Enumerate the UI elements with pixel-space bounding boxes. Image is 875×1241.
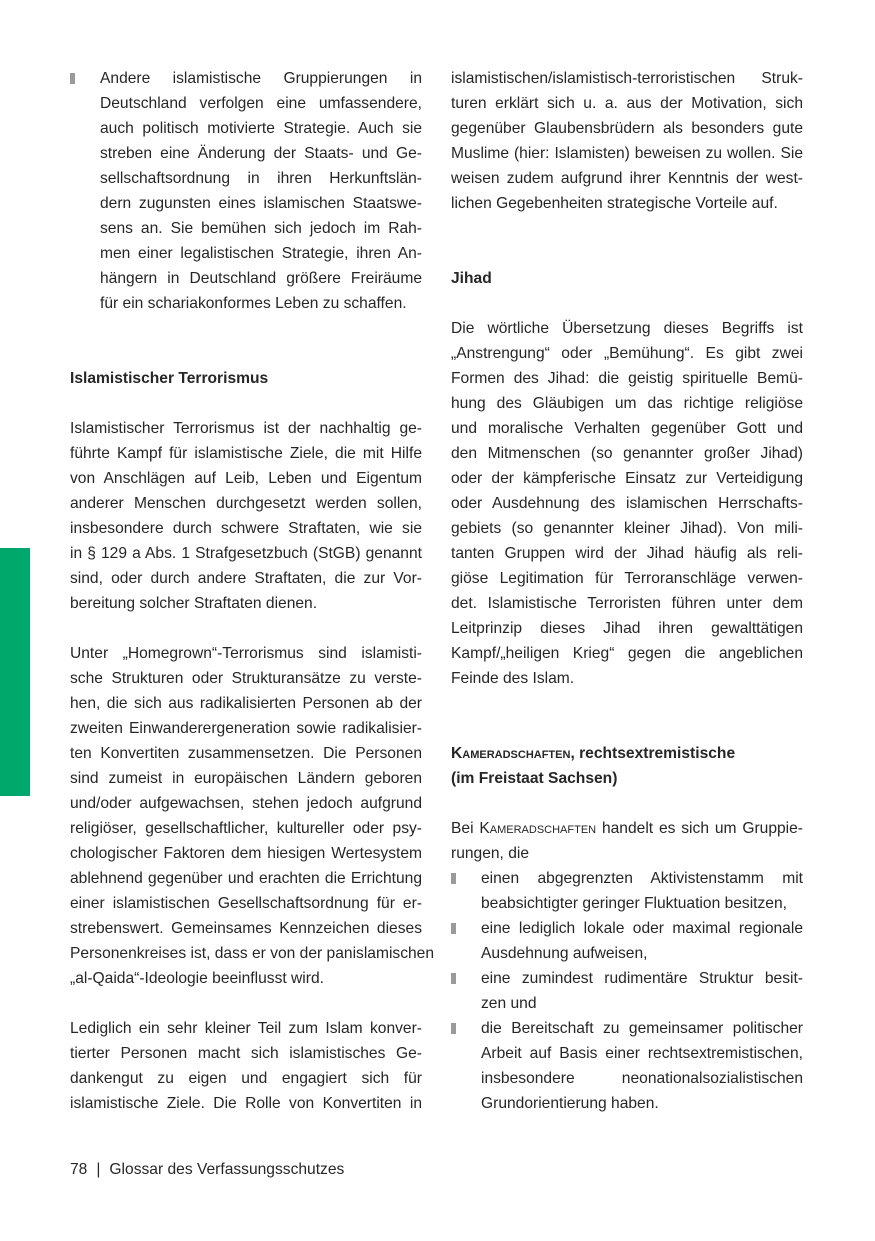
paragraph-converts-continued	[451, 66, 803, 216]
text-line: eine lediglich lokale oder maximal regionale	[481, 920, 803, 937]
text-line: Muslime (hier: Islamisten) beweisen zu wollen. Sie	[451, 145, 803, 162]
text-line: „Anstrengung“ oder „Bemühung“. Es gibt zwei	[451, 345, 803, 362]
text-line: weisen zudem aufgrund ihrer Kenntnis der west-	[451, 170, 803, 187]
text-line: islamistischen/islamistisch-terroristischen Struk-	[451, 70, 803, 87]
text-line: insbesondere durch schwere Straftaten, wie sie	[70, 520, 422, 537]
paragraph-kameradschaften-intro	[451, 816, 803, 866]
text-line: und moralische Verhalten gegenüber Gott und	[451, 420, 803, 437]
text-line: dern zugunsten eines islamischen Staatswe-	[100, 195, 422, 212]
footer-title: Glossar des Verfassungsschutzes	[109, 1161, 345, 1178]
text-line: Kampf/„heiligen Krieg“ gegen die angeblichen	[451, 645, 803, 662]
text-line: von Anschlägen auf Leib, Leben und Eigentum	[70, 470, 422, 487]
text-line: men einer legalistischen Strategie, ihren An-	[100, 245, 422, 262]
text-line: lichen Gegebenheiten strategische Vorteile auf.	[451, 195, 778, 212]
paragraph-converts	[70, 1016, 422, 1116]
text-line: insbesondere neonationalsozialistischen	[481, 1070, 803, 1087]
text-line: sind zumeist in europäischen Ländern geboren	[70, 770, 422, 787]
text-line: für ein schariakonformes Leben zu schaffen.	[100, 295, 407, 312]
text-line: Ausdehnung aufweisen,	[481, 945, 648, 962]
text-line: hung des Gläubigen um das richtige religiöse	[451, 395, 803, 412]
text-line: ablehnend gegenüber und erachten die Errichtung	[70, 870, 422, 887]
text-line: zweiten Einwanderergeneration sowie radikalisier-	[70, 720, 422, 737]
text-line: oder der kämpferische Einsatz zur Verteidigung	[451, 470, 803, 487]
text-line: Arbeit auf Basis einer rechtsextremistischen,	[481, 1045, 803, 1062]
right-column	[451, 66, 803, 1116]
text-line: Formen des Jihad: die geistig spirituelle Bemü-	[451, 370, 803, 387]
text-line: hen, die sich aus radikalisierten Personen ab der	[70, 695, 422, 712]
text-line: tanten Gruppen wird der Jihad häufig als reli-	[451, 545, 803, 562]
text-line: und/oder aufgewachsen, stehen jedoch aufgrund	[70, 795, 422, 812]
text-line: einen abgegrenzten Aktivistenstamm mit	[481, 870, 803, 887]
text-line: die Bereitschaft zu gemeinsamer politischer	[481, 1020, 803, 1037]
text-line: Grundorientierung haben.	[481, 1095, 659, 1112]
text-line: gegenüber Glaubensbrüdern als besonders gute	[451, 120, 803, 137]
left-column	[70, 66, 435, 1116]
intro-smallcaps-term: Kameradschaften	[479, 820, 597, 837]
intro-pre: Bei	[451, 820, 480, 837]
text-line: turen erklärt sich u. a. aus der Motivation, sich	[451, 95, 803, 112]
text-line: sche Strukturen oder Strukturansätze zu verste-	[70, 670, 422, 687]
text-line: führte Kampf für islamistische Ziele, die mit Hilfe	[70, 445, 422, 462]
text-line: bereitung solcher Straftaten dienen.	[70, 595, 318, 612]
heading-smallcaps-term: Kameradschaften	[451, 745, 571, 762]
bullet-item	[451, 916, 803, 966]
text-line: chologischer Faktoren dem hiesigen Wertesystem	[70, 845, 422, 862]
heading-line-2: (im Freistaat Sachsen)	[451, 770, 618, 787]
text-line: auch politisch motivierte Strategie. Auch sie	[100, 120, 422, 137]
text-line: den Mitmenschen (so genannter großer Jihad)	[451, 445, 803, 462]
text-line: Andere islamistische Gruppierungen in	[100, 70, 422, 87]
text-line: tierter Personen macht sich islamistisches Ge-	[70, 1045, 422, 1062]
square-bullet-icon	[451, 973, 456, 984]
text-line: einer islamistischen Gesellschaftsordnung für er-	[70, 895, 422, 912]
text-line: hängern in Deutschland größere Freiräume	[100, 270, 422, 287]
text-line: anderer Menschen durchgesetzt werden sollen,	[70, 495, 422, 512]
text-line: Islamistischer Terrorismus ist der nachhaltig ge-	[70, 420, 422, 437]
text-line: giöse Legitimation für Terroranschläge verwen-	[451, 570, 803, 587]
text-line: Deutschland verfolgen eine umfassendere,	[100, 95, 422, 112]
bullet-item	[451, 1016, 803, 1116]
text-line: sellschaftsordnung in ihren Herkunftslän-	[100, 170, 422, 187]
text-line: oder Ausdehnung des islamischen Herrschafts-	[451, 495, 803, 512]
text-line: streben eine Änderung der Staats- und Ge-	[100, 145, 422, 162]
text-line: beabsichtigter geringer Fluktuation besitzen,	[481, 895, 787, 912]
text-line: sind, oder durch andere Straftaten, die zur Vor-	[70, 570, 422, 587]
text-line: eine zumindest rudimentäre Struktur besit-	[481, 970, 803, 987]
square-bullet-icon	[451, 1023, 456, 1034]
text-line: Leitprinzip dieses Jihad ihren gewalttätigen	[451, 620, 803, 637]
intro-post: handelt es sich um Gruppie-	[596, 820, 803, 837]
square-bullet-icon	[451, 923, 456, 934]
text-line: gebiets (so genannter kleiner Jihad). Von mili-	[451, 520, 803, 537]
text-line: dankengut zu eigen und engagiert sich für	[70, 1070, 422, 1087]
footer-separator: |	[96, 1161, 101, 1178]
text-line: „al-Qaida“-Ideologie beeinflusst wird.	[70, 970, 324, 987]
text-line: Lediglich ein sehr kleiner Teil zum Islam konver-	[70, 1020, 422, 1037]
square-bullet-icon	[70, 73, 75, 84]
bullet-item-islamist-groups	[70, 66, 422, 316]
text-line: zen und	[481, 995, 537, 1012]
text-line: sens an. Sie bemühen sich jedoch im Rah-	[100, 220, 422, 237]
text-line: ten Konvertiten zusammensetzen. Die Personen	[70, 745, 422, 762]
heading-kameradschaften	[451, 741, 803, 791]
text-line: rungen, die	[451, 845, 530, 862]
text-line: Die wörtliche Übersetzung dieses Begriffs ist	[451, 320, 803, 337]
text-line: religiöser, gesellschaftlicher, kultureller oder psy-	[70, 820, 422, 837]
green-section-tab	[0, 548, 30, 796]
heading-islamist-terrorism: Islamistischer Terrorismus	[70, 370, 269, 387]
text-line: Personenkreises ist, dass er von der panislamischen	[70, 945, 435, 962]
text-line: Unter „Homegrown“-Terrorismus sind islamisti-	[70, 645, 422, 662]
heading-rest: , rechtsextremistische	[570, 745, 736, 762]
text-line: det. Islamistische Terroristen führen unter dem	[451, 595, 803, 612]
text-line: islamistische Ziele. Die Rolle von Konvertiten in	[70, 1095, 422, 1112]
paragraph-definition	[70, 416, 422, 616]
text-line: in § 129 a Abs. 1 Strafgesetzbuch (StGB) genannt	[70, 545, 422, 562]
page-number: 78	[70, 1161, 88, 1178]
heading-jihad: Jihad	[451, 270, 492, 287]
text-line: Feinde des Islam.	[451, 670, 575, 687]
square-bullet-icon	[451, 873, 456, 884]
bullet-item	[451, 866, 803, 916]
paragraph-jihad	[451, 316, 803, 691]
paragraph-homegrown	[70, 641, 435, 991]
bullet-item	[451, 966, 803, 1016]
text-line: strebenswert. Gemeinsames Kennzeichen dieses	[70, 920, 422, 937]
page-footer	[70, 1157, 344, 1182]
